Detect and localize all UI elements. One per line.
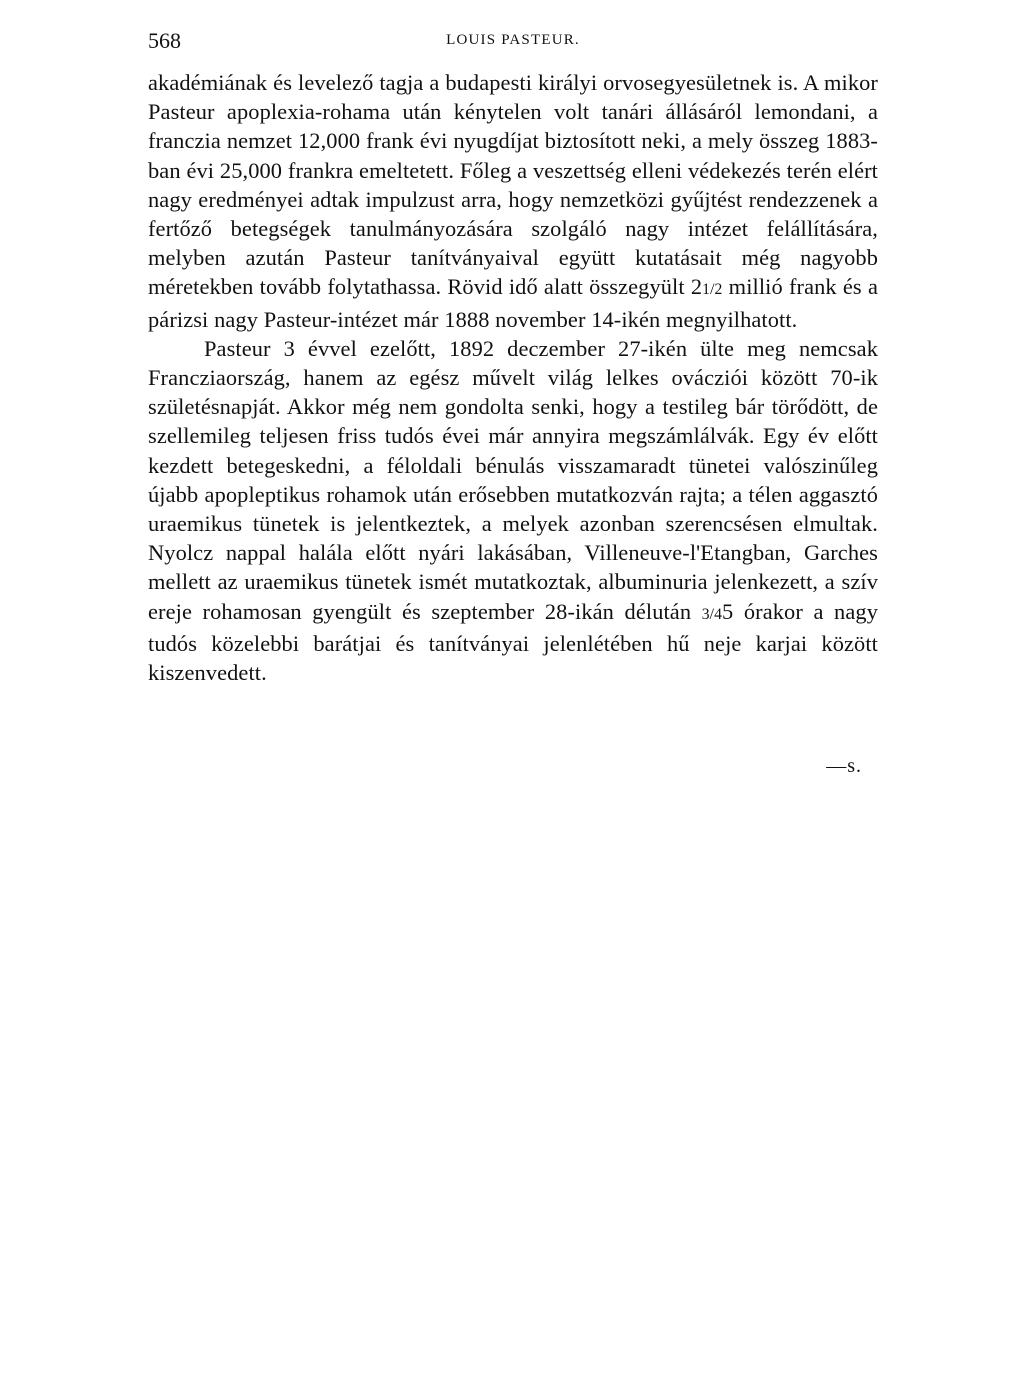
fraction-three-quarters: 3/4 xyxy=(701,605,723,623)
page-number: 568 xyxy=(148,28,181,53)
page-header xyxy=(148,28,878,58)
fraction-half: 1/2 xyxy=(702,281,723,299)
paragraph-2-text-b: 5 órakor a nagy tudós közelebbi barátjai és tanítványai jelenlétében hű neje karjai között kiszenvedett. xyxy=(148,598,878,686)
paragraph-2-text-a: Pasteur 3 évvel ezelőtt, 1892 deczember 27-ikén ülte meg nemcsak Francziaország, hanem az egész művelt világ lelkes ovácziói között 70-ik születésnapját. Akkor még nem gondolta senki, hogy a testileg bár törődött, de szellemileg teljesen friss tudós évei már annyira megszámlálvák. Egy év előtt kezdett betegeskedni, a féloldali bénulás visszamaradt tünetei valószinűleg újabb apopleptikus rohamok után erősebben mutatkozván rajta; a télen aggasztó uraemikus tünetek is jelentkeztek, a melyek azonban szerencsésen elmultak. Nyolcz nappal halála előtt nyári lakásában, Villeneuve-l'Etangban, Garches mellett az uraemikus tünetek ismét mutatkoztak, albuminuria jelenkezett, a szív ereje rohamosan gyengült és szeptember 28-ikán délután xyxy=(148,335,878,624)
paragraph-2 xyxy=(148,334,878,687)
running-title: LOUIS PASTEUR. xyxy=(446,32,580,48)
paragraph-1-text-b: millió frank és a párizsi nagy Pasteur-intézet már 1888 november 14-ikén megnyilhatott. xyxy=(148,274,878,332)
paragraph-1-text-a: akadémiának és levelező tagja a budapesti királyi orvosegyesületnek is. A mikor Pasteur apoplexia-rohama után kénytelen volt tanári állásáról lemondani, a franczia nemzet 12,000 frank évi nyugdíjat biztosított neki, a mely összeg 1883-ban évi 25,000 frankra emeltetett. Főleg a veszettség elleni védekezés terén elért nagy eredményei adtak impulzust arra, hogy nemzetközi gyűjtést rendezzenek a fertőző betegségek tanulmányozására szolgáló nagy intézet felállítására, melyben azután Pasteur tanítványaival együtt kutatásait még nagyobb méretekben tovább folytathassa. Rövid idő alatt összegyült 2 xyxy=(148,70,878,300)
signature: —s. xyxy=(826,755,862,777)
paragraph-1 xyxy=(148,68,878,334)
body-text xyxy=(148,68,878,687)
